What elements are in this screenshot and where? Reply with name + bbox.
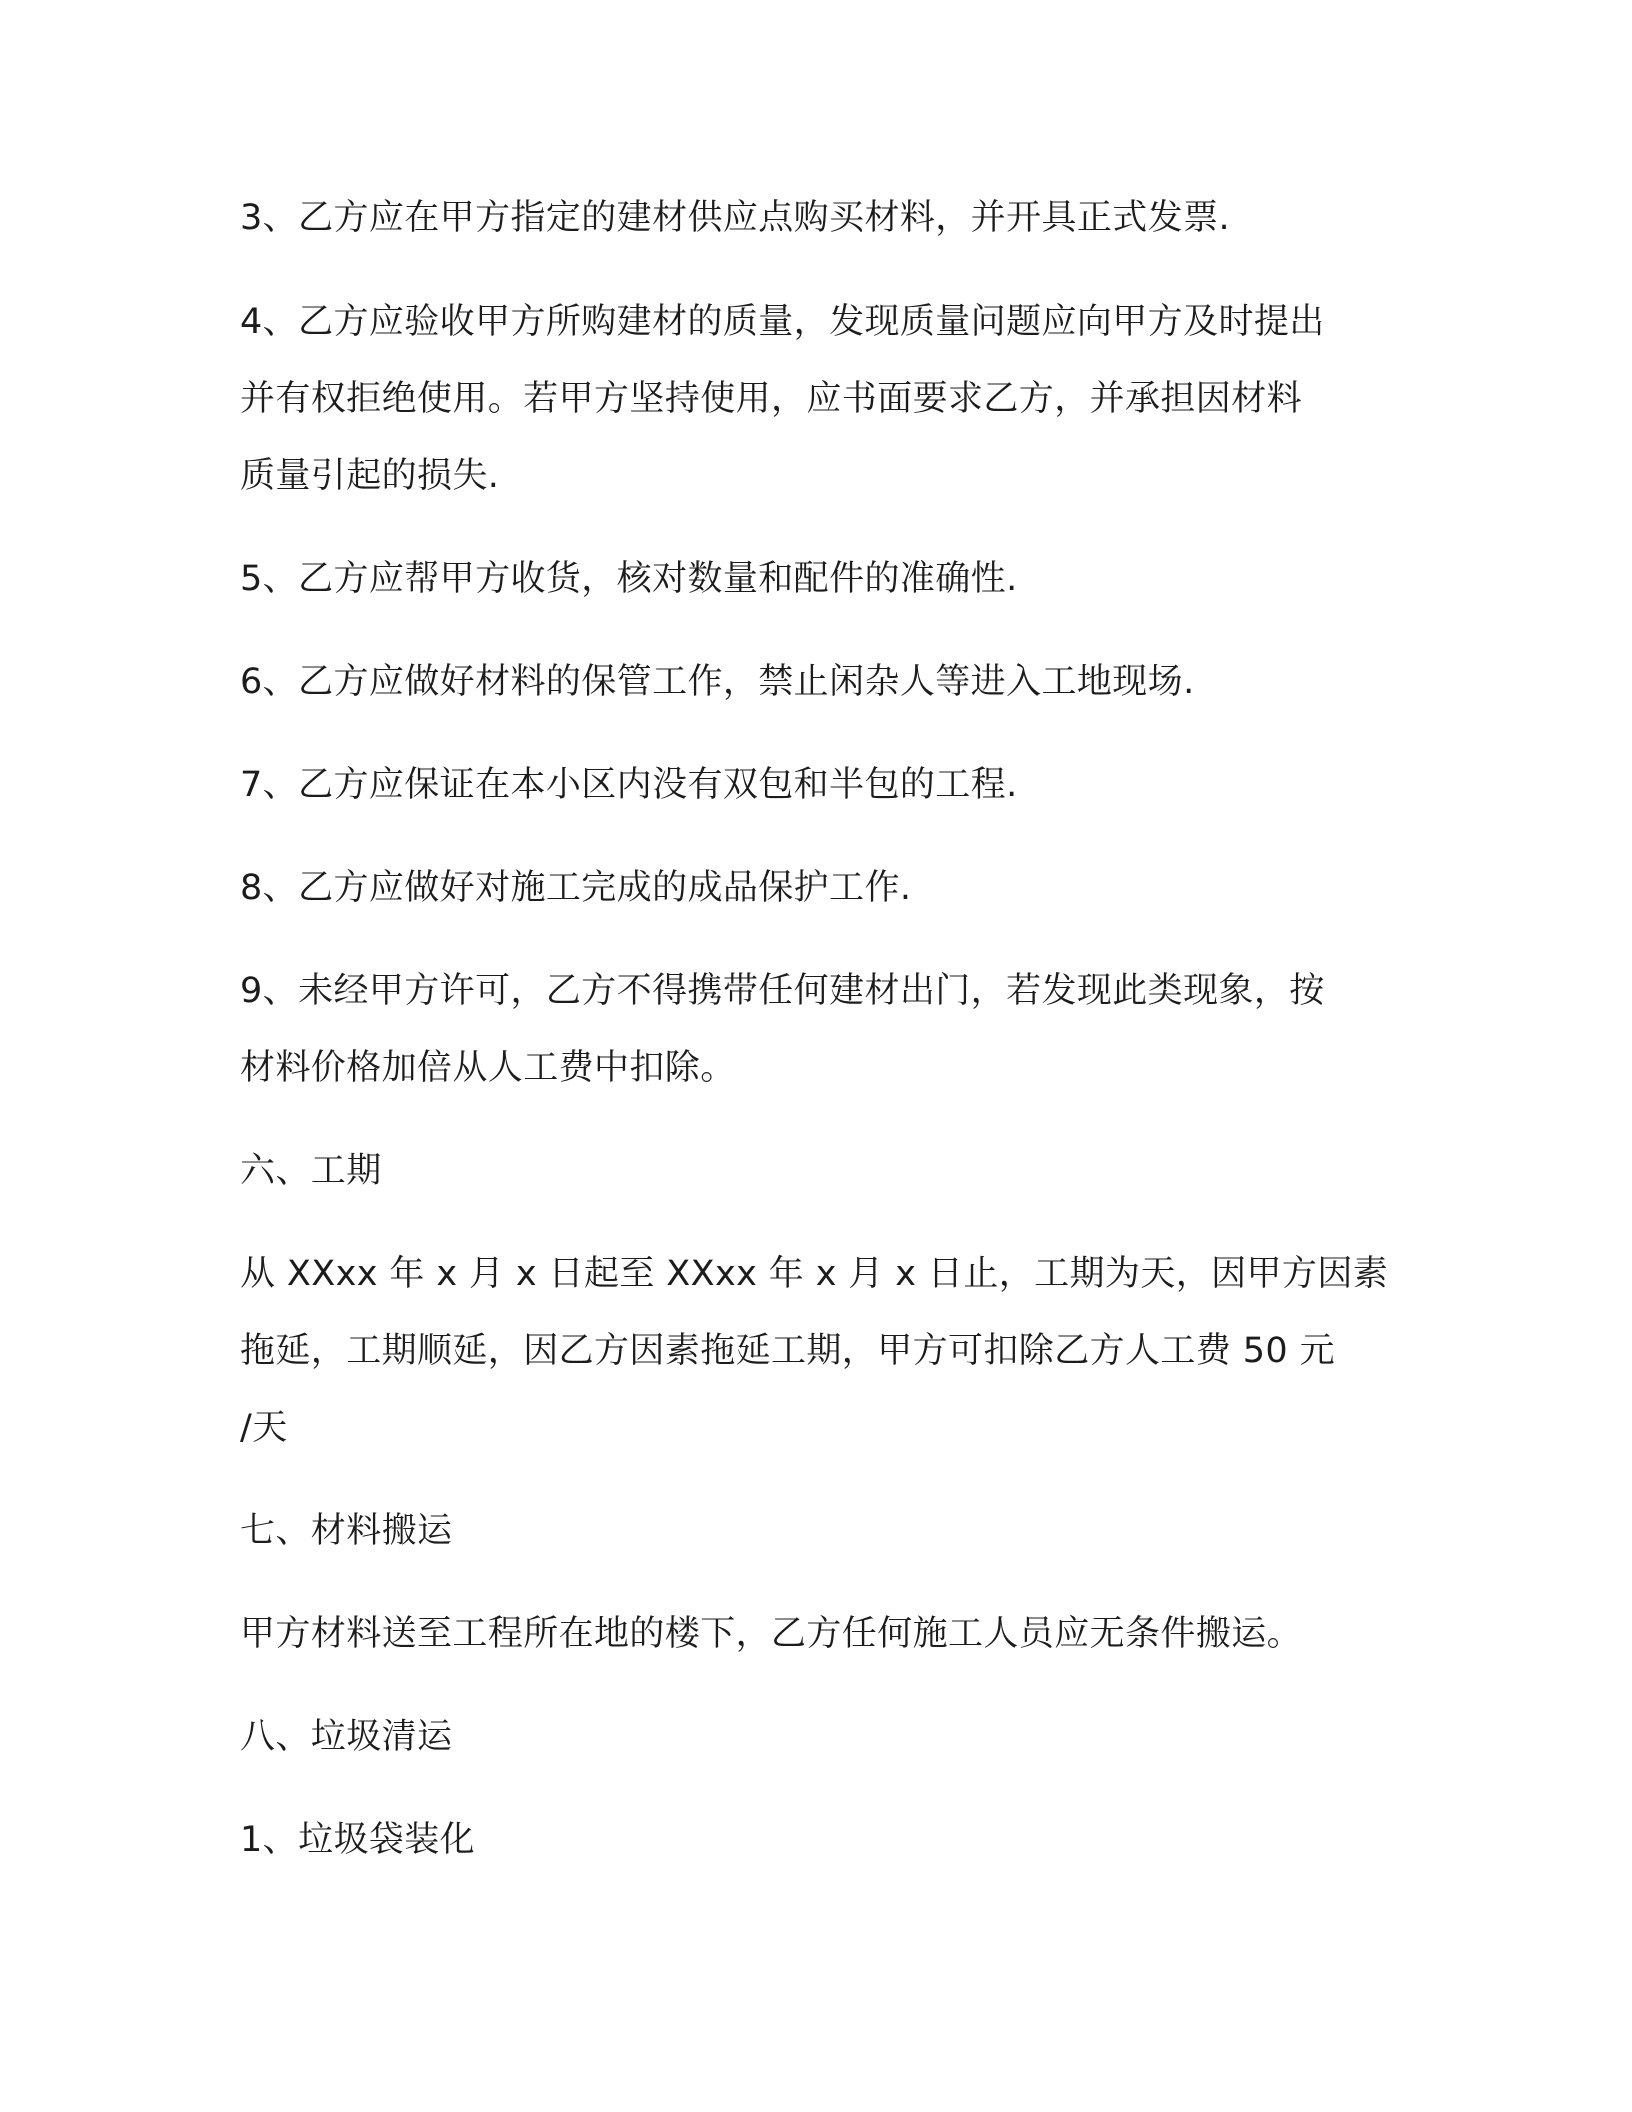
schedule-line-1: 从 XXxx 年 x 月 x 日起至 XXxx 年 x 月 x 日止，工期为天，因甲方因素 <box>240 1254 1389 1294</box>
schedule-line-2: 拖延，工期顺延，因乙方因素拖延工期，甲方可扣除乙方人工费 50 元 <box>240 1331 1335 1371</box>
clause-9-line-1: 9、未经甲方许可，乙方不得携带任何建材出门，若发现此类现象，按 <box>240 971 1325 1011</box>
waste-item-1: 1、垃圾袋装化 <box>240 1820 476 1860</box>
clause-8-line: 8、乙方应做好对施工完成的成品保护工作. <box>240 868 912 908</box>
clause-3-line: 3、乙方应在甲方指定的建材供应点购买材料，并开具正式发票. <box>240 198 1230 238</box>
clause-5-line: 5、乙方应帮甲方收货，核对数量和配件的准确性. <box>240 559 1018 599</box>
section-6-heading: 六、工期 <box>240 1151 382 1191</box>
clause-9-line-2: 材料价格加倍从人工费中扣除。 <box>240 1048 736 1088</box>
clause-6-line: 6、乙方应做好材料的保管工作，禁止闲杂人等进入工地现场. <box>240 662 1195 702</box>
clause-4-line-2: 并有权拒绝使用。若甲方坚持使用，应书面要求乙方，并承担因材料 <box>240 379 1303 419</box>
transport-line: 甲方材料送至工程所在地的楼下，乙方任何施工人员应无条件搬运。 <box>240 1614 1303 1654</box>
section-8-heading: 八、垃圾清运 <box>240 1717 453 1757</box>
clause-4-line-3: 质量引起的损失. <box>240 456 500 496</box>
clause-4-line-1: 4、乙方应验收甲方所购建材的质量，发现质量问题应向甲方及时提出 <box>240 302 1325 342</box>
clause-7-line: 7、乙方应保证在本小区内没有双包和半包的工程. <box>240 765 1018 805</box>
section-7-heading: 七、材料搬运 <box>240 1511 453 1551</box>
schedule-line-3: /天 <box>240 1408 288 1448</box>
